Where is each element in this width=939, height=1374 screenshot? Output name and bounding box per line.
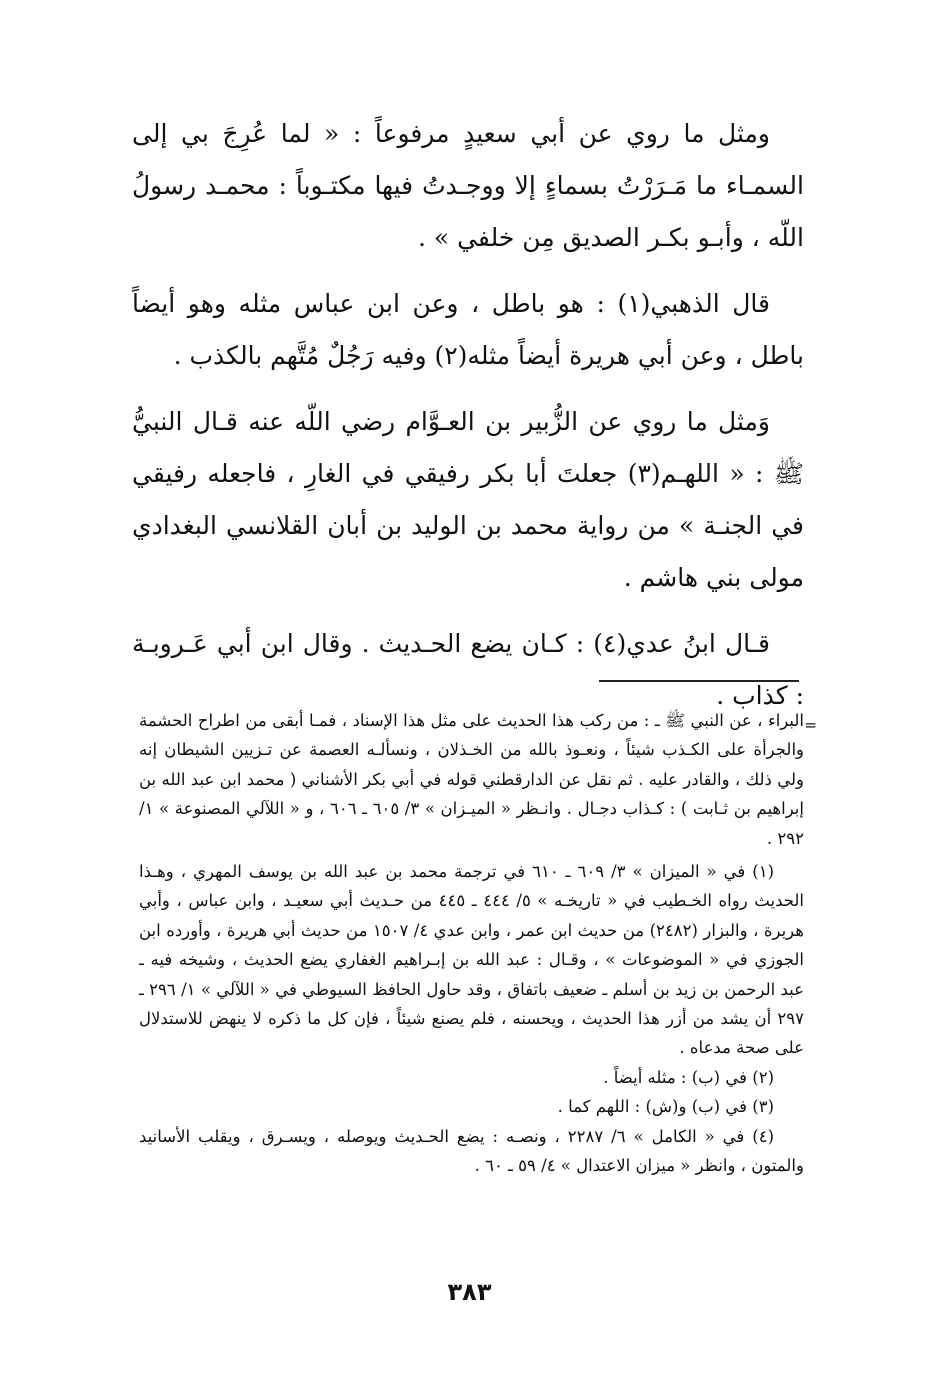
footnote-4: (٤) في « الكامل » ٦/ ٢٢٨٧ ، ونصـه : يضع الحـديث ويوصله ، ويسـرق ، ويقلب الأسانيد والمتون ، وانظر « ميزان الاعتدال » ٤/ ٥٩ ـ ٦٠ . <box>139 1126 804 1176</box>
footnote-1: (١) في « الميزان » ٣/ ٦٠٩ ـ ٦١٠ في ترجمة محمد بن عبد الله بن يوسف المهري ، وهـذا الحديث رواه الخـطيب في « تاريخـه » ٥/ ٤٤٤ ـ ٤٤٥ من حـديث أبي سعيـد ، وابن عباس ، وأبي هريرة ، والبزار (٢٤٨٢) من حديث ابن عمر ، وابن عدي ٤/ ١٥٠٧ من حديث أبي هريرة ، وأورده ابن الجوزي في « الموضوعات » ، وقـال : عبد الله بن إبـراهيم الغفاري يضع الحديث ، وشيخه فيه ـ عبد الرحمن بن زيد بن أسلم ـ ضعيف باتفاق ، وقد حاول الحافظ السيوطي في « اللآلي » ١/ ٢٩٦ ـ ٢٩٧ أن يشد من أزر هذا الحديث ، ويحسنه ، فلم يصنع شيئاً ، فإن كل ما ذكره لا ينهض للاستدلال على صحة مدعاه . <box>139 862 804 1058</box>
footnotes <box>139 706 804 1181</box>
main-paragraph: ومثل ما روي عن أبي سعيدٍ مرفوعاً : « لما عُرِجَ بي إلى السمـاء ما مَـرَرْتُ بسماءٍ إلا ووجـدتُ فيها مكتـوباً : محمـد رسولُ اللّه ، وأبـو بكـر الصديق مِن خلفي » . <box>132 119 804 252</box>
continuation-mark: = <box>804 716 817 734</box>
footnote-2: (٢) في (ب) : مثله أيضاً . <box>603 1067 774 1087</box>
footnote-continuation: البراء ، عن النبي ﷺ ـ : من ركب هذا الحديث على مثل هذا الإسناد ، فمـا أبقى من اطراح الحشمة والجرأة على الكـذب شيئاً ، ونعـوذ بالله من الخـذلان ، ونسألـه العصمة عن تـزيين الشيطان إنه ولي ذلك ، والقادر عليه . ثم نقل عن الدارقطني قوله في أبي بكر الأشناني ( محمد ابن عبد الله بن إبراهيم بن ثـابت ) : كـذاب دجـال . وانـظر « الميـزان » ٣/ ٦٠٥ ـ ٦٠٦ ، و « اللآلي المصنوعة » ١/ ٢٩٢ . <box>139 711 804 848</box>
page-number: ٣٨٣ <box>447 1278 492 1306</box>
main-paragraph: وَمثل ما روي عن الزُّبير بن العـوَّام رضي اللّه عنه قـال النبيُّ ﷺ : « اللهـم(٣) جعلتَ أبا بكر رفيقي في الغارِ ، فاجعله رفيقي في الجنـة » من رواية محمد بن الوليد بن أبان القلانسي البغدادي مولى بني هاشم . <box>132 407 804 592</box>
footnote-3: (٣) في (ب) و(ش) : اللهم كما . <box>557 1097 774 1117</box>
main-paragraph: قال الذهبي(١) : هو باطل ، وعن ابن عباس مثله وهو أيضاً باطل ، وعن أبي هريرة أيضاً مثله(٢) وفيه رَجُلٌ مُتَّهم بالكذب . <box>132 289 804 370</box>
main-text <box>132 108 804 736</box>
main-paragraph: قـال ابنُ عدي(٤) : كـان يضع الحـديث . وقال ابن أبي عَـروبـة : كذاب . <box>132 629 804 710</box>
footnote-separator <box>599 680 799 682</box>
